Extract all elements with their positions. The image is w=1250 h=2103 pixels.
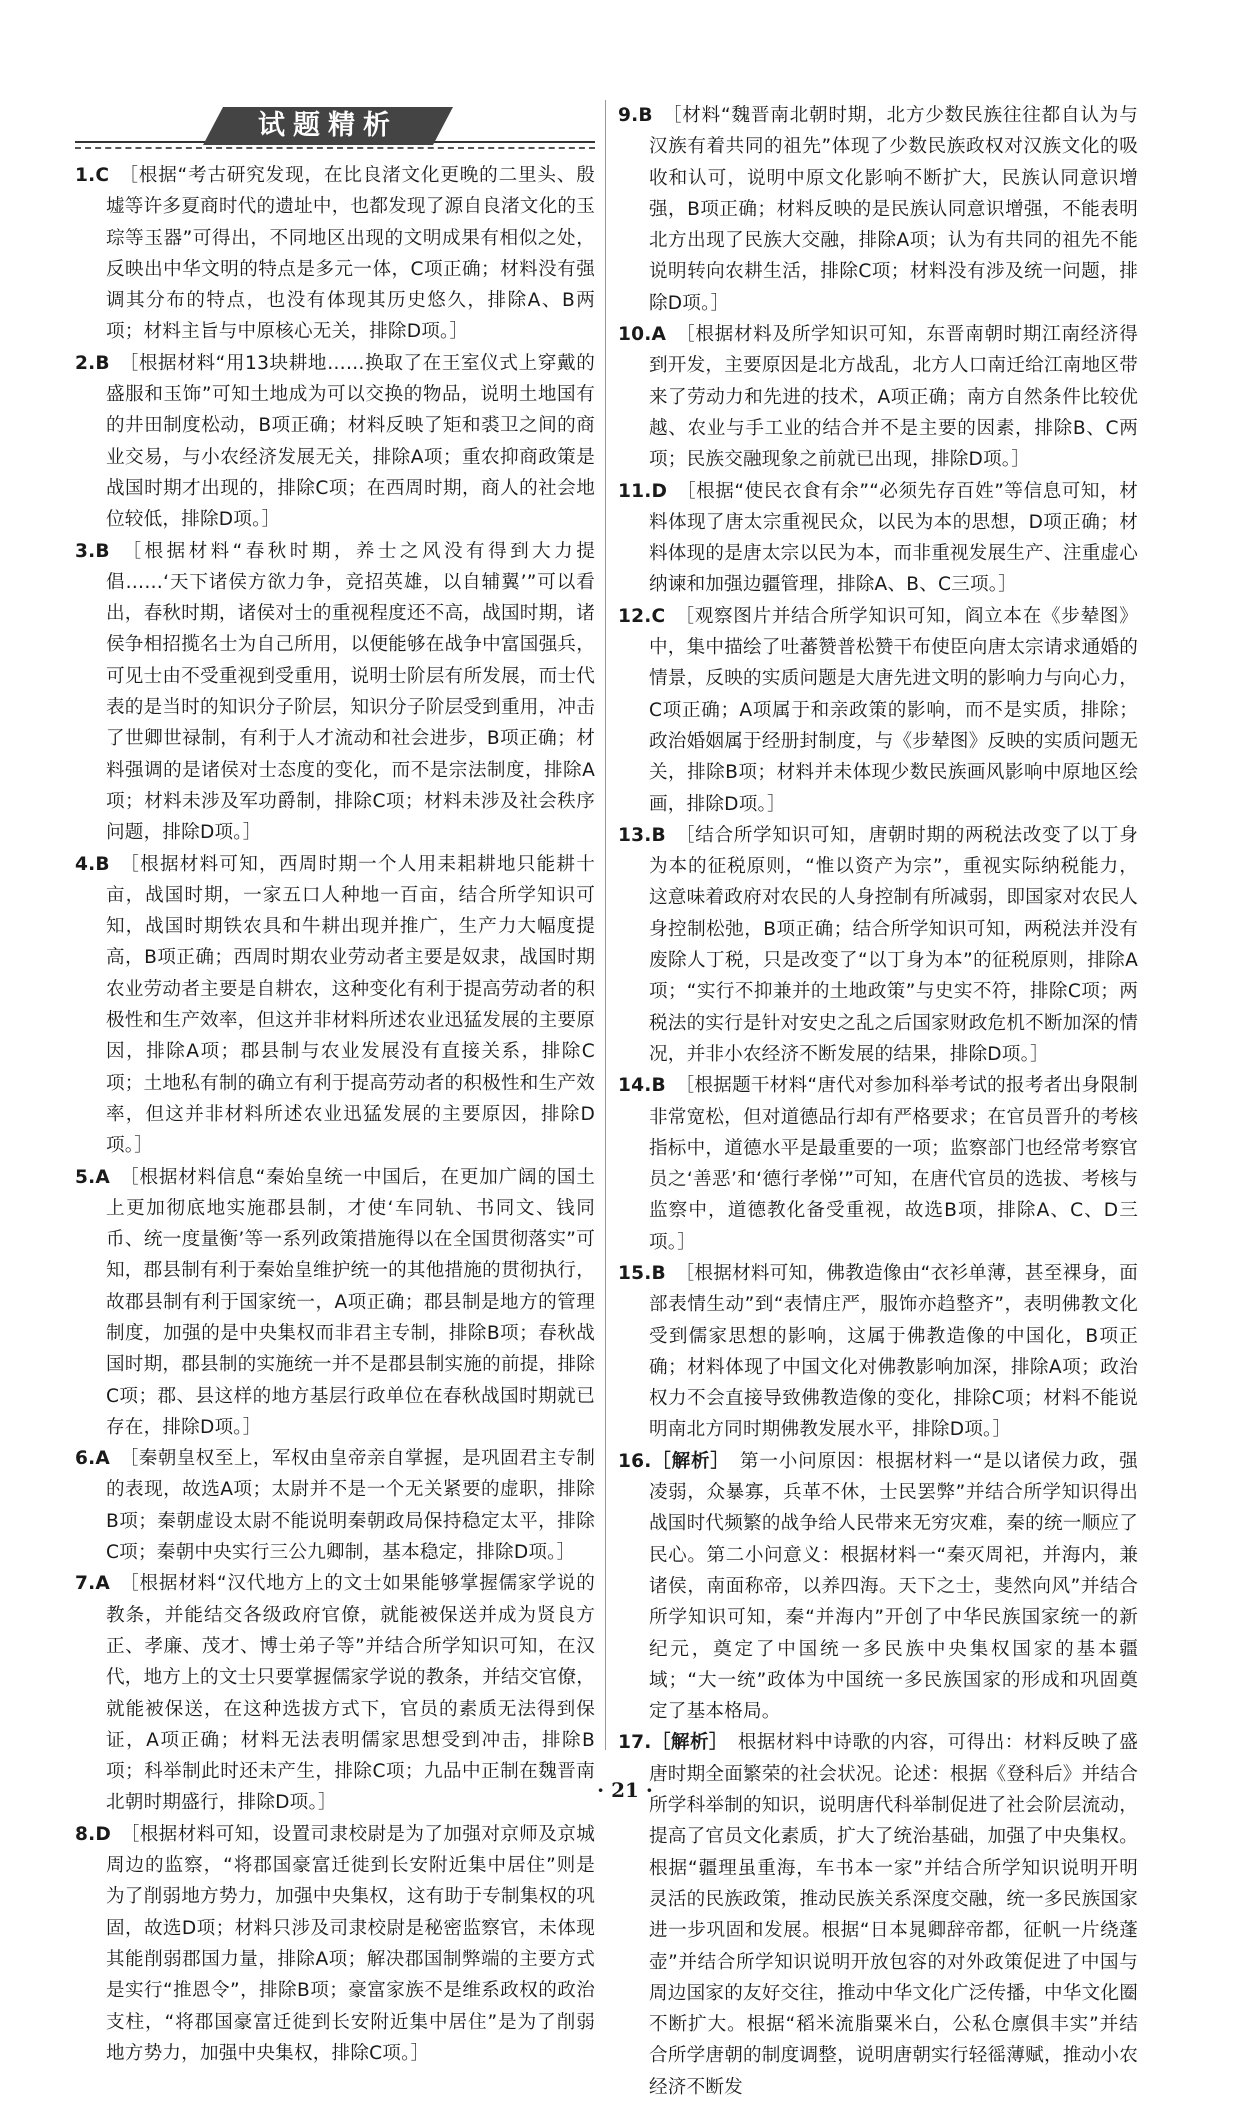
answer-key: ［解析］: [651, 1450, 730, 1472]
explanation-text: ［根据材料信息“秦始皇统一中国后，在更加广阔的国土上更加彻底地实施郡县制，才使‘车同轨、书同文、钱同币、统一度量衡’等一系列政策措施得以在全国贯彻落实”可知，郡县制有利于秦始皇维护统一的其他措施的贯彻执行，故郡县制有利于国家统一，A项正确；郡县制是地方的管理制度，加强的是中央集权而非君主专制，排除B项；春秋战国时期，郡县制的实施统一并不是郡县制实施的前提，排除C项；郡、县这样的地方基层行政单位在春秋战国时期就已存在，排除D项。］: [106, 1166, 595, 1438]
answer-key: D: [95, 1823, 112, 1845]
explanation-text: ［观察图片并结合所学知识可知，阎立本在《步辇图》中，集中描绘了吐蕃赞普松赞干布使臣向唐太宗请求通婚的情景，反映的实质问题是大唐先进文明的影响力与向心力，C项正确；A项属于和亲政策的影响，而不是实质，排除；政治婚姻属于经册封制度，与《步辇图》反映的实质问题无关，排除B项；材料并未体现少数民族画风影响中原地区绘画，排除D项。］: [649, 605, 1138, 815]
question-number: 15.: [618, 1262, 652, 1284]
explanation-text: ［秦朝皇权至上，军权由皇帝亲自掌握，是巩固君主专制的表现，故选A项；太尉并不是一个无关紧要的虚职，排除B项；秦朝虚设太尉不能说明秦朝政局保持稳定太平，排除C项；秦朝中央实行三公九卿制，基本稳定，排除D项。］: [106, 1448, 595, 1564]
answer-entry: [75, 1443, 595, 1568]
question-number: 16.: [618, 1450, 652, 1472]
right-column: [618, 100, 1138, 2103]
answer-key: B: [651, 1262, 666, 1284]
question-number: 8.: [75, 1823, 96, 1845]
explanation-text: ［根据材料“春秋时期，养士之风没有得到大力提倡……‘天下诸侯方欲力争，竞招英雄，以自辅翼’”可以看出，春秋时期，诸侯对士的重视程度还不高，战国时期，诸侯争相招揽名士为自己所用，以便能够在战争中富国强兵，可见士由不受重视到受重用，说明士阶层有所发展，而士代表的是当时的知识分子阶层，知识分子阶层受到重用，冲击了世卿世禄制，有利于人才流动和社会进步，B项正确；材料强调的是诸侯对士态度的变化，而不是宗法制度，排除A项；材料未涉及军功爵制，排除C项；材料未涉及社会秩序问题，排除D项。］: [106, 540, 595, 844]
question-number: 13.: [618, 824, 652, 846]
answer-entry: [618, 601, 1138, 820]
section-title: 试题精析: [258, 110, 398, 141]
answer-key: B: [95, 540, 110, 562]
explanation-text: ［根据题干材料“唐代对参加科举考试的报考者出身限制非常宽松，但对道德品行却有严格要求；在官员晋升的考核指标中，道德水平是最重要的一项；监察部门也经常考察官员之‘善恶’和‘德行孝悌’”可知，在唐代官员的选拔、考核与监察中，道德教化备受重视，故选B项，排除A、C、D三项。］: [649, 1075, 1138, 1253]
question-number: 14.: [618, 1075, 652, 1097]
answer-key: ［解析］: [651, 1732, 729, 1754]
explanation-text: ［结合所学知识可知，唐朝时期的两税法改变了以丁身为本的征税原则，“惟以资产为宗”，重视实际纳税能力，这意味着政府对农民的人身控制有所减弱，即国家对农民人身控制松弛，B项正确；结合所学知识可知，两税法并没有废除人丁税，只是改变了“以丁身为本”的征税原则，排除A项；“实行不抑兼并的土地政策”与史实不符，排除C项；两税法的实行是针对安史之乱之后国家财政危机不断加深的情况，并非小农经济不断发展的结果，排除D项。］: [649, 824, 1138, 1065]
question-number: 7.: [75, 1573, 96, 1595]
answer-entry: [75, 1162, 595, 1444]
answer-entry: [618, 476, 1138, 601]
answer-entry: [618, 1258, 1138, 1446]
explanation-text: ［根据材料“汉代地方上的文士如果能够掌握儒家学说的教条，并能结交各级政府官僚，就能被保送并成为贤良方正、孝廉、茂才、博士弟子等”并结合所学知识可知，在汉代，地方上的文士只要掌握儒家学说的教条，并结交官僚，就能被保送，在这种选拔方式下，官员的素质无法得到保证，A项正确；材料无法表明儒家思想受到冲击，排除B项；科举制此时还未产生，排除C项；九品中正制在魏晋南北朝时期盛行，排除D项。］: [106, 1573, 595, 1814]
question-number: 6.: [75, 1448, 96, 1470]
answer-key: B: [651, 1075, 666, 1097]
explanation-text: ［根据“使民衣食有余”“必须先存百姓”等信息可知，材料体现了唐太宗重视民众，以民为本的思想，D项正确；材料体现的是唐太宗以民为本，而非重视发展生产、注重虚心纳谏和加强边疆管理，排除A、B、C三项。］: [649, 480, 1138, 596]
answer-entry: [618, 100, 1138, 319]
question-number: 9.: [618, 105, 639, 126]
answer-entry: [618, 1070, 1138, 1258]
explanation-text: ［根据材料可知，设置司隶校尉是为了加强对京师及京城周边的监察，“将郡国豪富迁徙到长安附近集中居住”则是为了削弱地方势力，加强中央集权，这有助于专制集权的巩固，故选D项；材料只涉及司隶校尉是秘密监察官，未体现其能削弱郡国力量，排除A项；解决郡国制弊端的主要方式是实行“推恩令”，排除B项；豪富家族不是维系政权的政治支柱，“将郡国豪富迁徙到长安附近集中居住”是为了削弱地方势力，加强中央集权，排除C项。］: [106, 1823, 595, 2064]
explanation-text: ［根据材料“用13块耕地……换取了在王室仪式上穿戴的盛服和玉饰”可知土地成为可以交换的物品，说明土地国有的井田制度松动，B项正确；材料反映了矩和裘卫之间的商业交易，与小农经济发展无关，排除A项；重农抑商政策是战国时期才出现的，排除C项；在西周时期，商人的社会地位较低，排除D项。］: [106, 352, 595, 531]
question-number: 4.: [75, 853, 96, 875]
question-number: 3.: [75, 540, 96, 562]
question-number: 5.: [75, 1166, 96, 1188]
question-number: 2.: [75, 352, 96, 374]
answer-key: A: [95, 1166, 110, 1188]
answer-entry: [618, 1446, 1138, 1728]
answer-entry: [75, 536, 595, 849]
question-number: 12.: [618, 605, 652, 627]
explanation-text: ［根据材料可知，西周时期一个人用耒耜耕地只能耕十亩，战国时期，一家五口人种地一百亩，结合所学知识可知，战国时期铁农具和牛耕出现并推广，生产力大幅度提高，B项正确；西周时期农业劳动者主要是奴隶，战国时期农业劳动者主要是自耕农，这种变化有利于提高劳动者的积极性和生产效率，但这并非材料所述农业迅猛发展的主要原因，排除A项；郡县制与农业发展没有直接关系，排除C项；土地私有制的确立有利于提高劳动者的积极性和生产效率，但这并非材料所述农业迅猛发展的主要原因，排除D项。］: [106, 853, 595, 1157]
answer-entry: [75, 160, 595, 348]
question-number: 17.: [618, 1732, 652, 1754]
answer-key: D: [651, 480, 668, 502]
explanation-text: ［材料“魏晋南北朝时期，北方少数民族往往都自认为与汉族有着共同的祖先”体现了少数民族政权对汉族文化的吸收和认可，说明中原文化影响不断扩大，民族认同意识增强，B项正确；材料反映的是民族认同意识增强，不能表明北方出现了民族大交融，排除A项；认为有共同的祖先不能说明转向农耕生活，排除C项；材料没有涉及统一问题，排除D项。］: [649, 105, 1138, 314]
column-divider: [605, 100, 606, 1750]
header-dashed-rule: [75, 147, 595, 149]
explanation-text: ［根据“考古研究发现，在比良渚文化更晚的二里头、殷墟等许多夏商时代的遗址中，也都发现了源自良渚文化的玉琮等玉器”可得出，不同地区出现的文明成果有相似之处，反映出中华文明的特点是多元一体，C项正确；材料没有强调其分布的特点，也没有体现其历史悠久，排除A、B两项；材料主旨与中原核心无关，排除D项。］: [106, 165, 595, 343]
answer-key: A: [95, 1448, 110, 1470]
answer-key: A: [651, 324, 667, 346]
question-number: 10.: [618, 324, 652, 346]
page-number: · 21 ·: [597, 1778, 653, 1802]
answer-entry: [75, 849, 595, 1162]
answer-entry: [618, 319, 1138, 475]
answer-key: B: [638, 105, 653, 126]
answer-key: B: [95, 853, 110, 875]
question-number: 11.: [618, 480, 652, 502]
explanation-text: 第一小问原因：根据材料一“是以诸侯力政，强凌弱，众暴寡，兵革不休，士民罢弊”并结合所学知识得出战国时代频繁的战争给人民带来无穷灾难，秦的统一顺应了民心。第二小问意义：根据材料一“秦灭周祀，并海内，兼诸侯，南面称帝，以养四海。天下之士，斐然向风”并结合所学知识可知，秦“并海内”开创了中华民族国家统一的新纪元，奠定了中国统一多民族中央集权国家的基本疆域；“大一统”政体为中国统一多民族国家的形成和巩固奠定了基本格局。: [649, 1450, 1138, 1723]
question-number: 1.: [75, 165, 96, 186]
answer-key: C: [95, 165, 110, 186]
answer-key: B: [651, 824, 666, 846]
explanation-text: 根据材料中诗歌的内容，可得出：材料反映了盛唐时期全面繁荣的社会状况。论述：根据《登科后》并结合所学科举制的知识，说明唐代科举制促进了社会阶层流动，提高了官员文化素质，扩大了统治基础，加强了中央集权。根据“疆理虽重海，车书本一家”并结合所学知识说明开明灵活的民族政策，推动民族关系深度交融，统一多民族国家进一步巩固和发展。根据“日本晁卿辞帝都，征帆一片绕蓬壶”并结合所学知识说明开放包容的对外政策促进了中国与周边国家的友好交往，推动中华文化广泛传播，中华文化圈不断扩大。根据“稻米流脂粟米白，公私仓廪俱丰实”并结合所学唐朝的制度调整，说明唐朝实行轻徭薄赋，推动小农经济不断发: [649, 1732, 1138, 2098]
answer-key: B: [95, 352, 110, 374]
answer-entry: [618, 820, 1138, 1070]
section-header: [75, 105, 595, 153]
answer-key: C: [651, 605, 666, 627]
explanation-text: ［根据材料可知，佛教造像由“衣衫单薄，甚至裸身，面部表情生动”到“表情庄严，服饰亦趋整齐”，表明佛教文化受到儒家思想的影响，这属于佛教造像的中国化，B项正确；材料体现了中国文化对佛教影响加深，排除A项；政治权力不会直接导致佛教造像的变化，排除C项；材料不能说明南北方同时期佛教发展水平，排除D项。］: [649, 1262, 1138, 1441]
answer-entry: [75, 348, 595, 536]
answer-entry: [75, 1819, 595, 2069]
explanation-text: ［根据材料及所学知识可知，东晋南朝时期江南经济得到开发，主要原因是北方战乱，北方人口南迁给江南地区带来了劳动力和先进的技术，A项正确；南方自然条件比较优越、农业与手工业的结合并不是主要的因素，排除B、C两项；民族交融现象之前就已出现，排除D项。］: [649, 324, 1138, 471]
answer-key: A: [95, 1573, 110, 1595]
